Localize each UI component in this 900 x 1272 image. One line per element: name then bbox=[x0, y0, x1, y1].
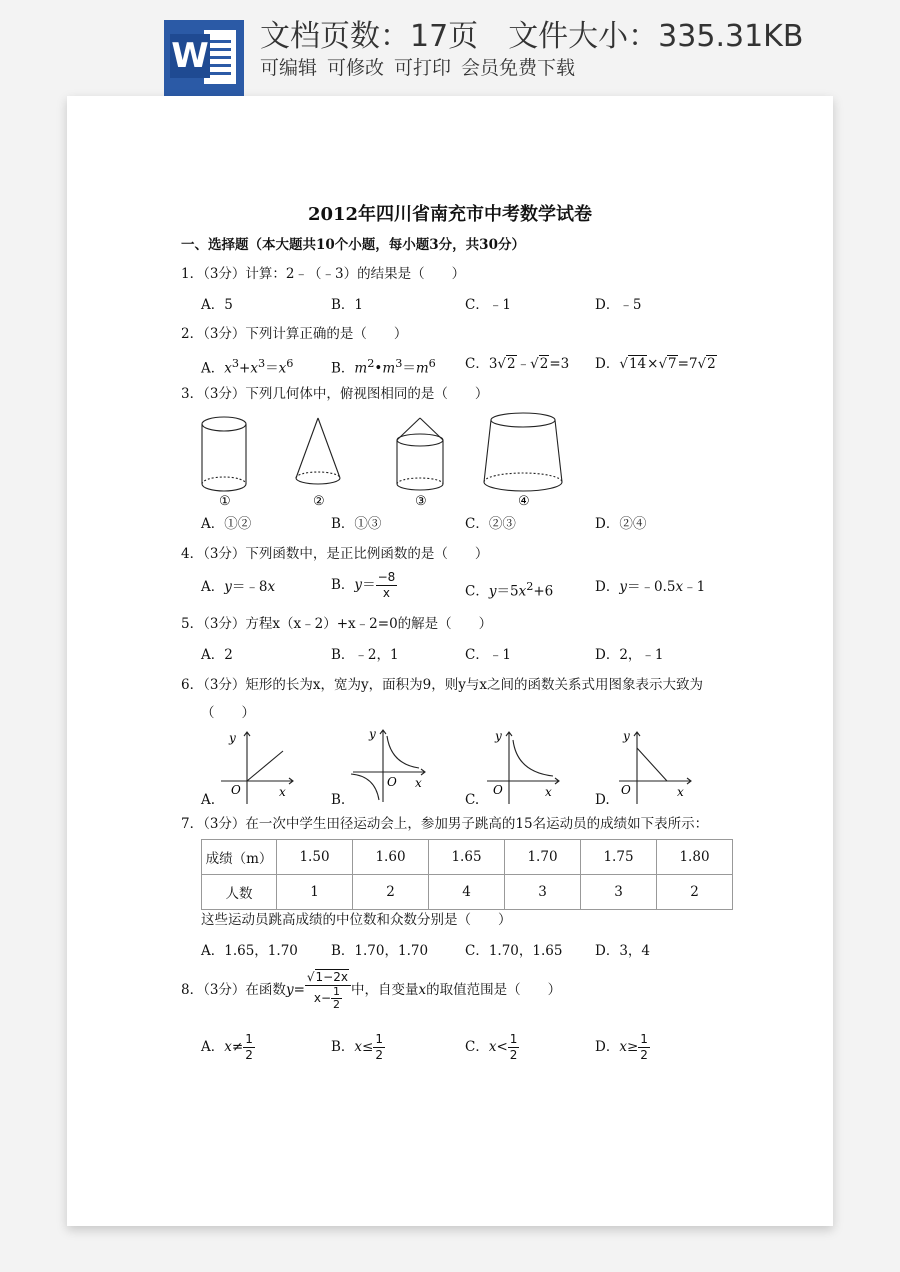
question-7-ask: 这些运动员跳高成绩的中位数和众数分别是（ ） bbox=[201, 912, 512, 928]
q6-option-b: B. bbox=[331, 792, 346, 808]
q6-graph-b bbox=[349, 724, 429, 804]
table-cell: 1.65 bbox=[429, 840, 505, 875]
q6-option-d: D. bbox=[595, 792, 610, 808]
q5-option-c: C．﹣1 bbox=[465, 647, 511, 663]
origin-label: O bbox=[493, 783, 503, 797]
table-cell: 2 bbox=[657, 875, 733, 910]
origin-label: O bbox=[387, 775, 397, 789]
q5-option-b: B．﹣2，1 bbox=[331, 647, 399, 663]
table-cell: 1.60 bbox=[353, 840, 429, 875]
q6-graph-a bbox=[217, 726, 297, 806]
question-4: 4．（3分）下列函数中，是正比例函数的是（ ） bbox=[181, 546, 489, 562]
table-row bbox=[202, 840, 733, 875]
axis-y-label: y bbox=[369, 727, 376, 741]
axis-y-label: y bbox=[229, 731, 236, 745]
q7-option-d: D．3，4 bbox=[595, 943, 651, 959]
q5-option-a: A．2 bbox=[201, 647, 233, 663]
q8-option-c: C．x< $\frac{1}{2}$ bbox=[465, 1032, 518, 1062]
page-count: 文档页数：17页 bbox=[260, 19, 479, 54]
q6-option-a: A. bbox=[201, 792, 216, 808]
figure-label-4: ④ bbox=[518, 494, 530, 509]
feature-item: 可修改 bbox=[327, 57, 385, 79]
q8-stem-start: 8．（3分）在函数 bbox=[181, 982, 286, 998]
origin-label: O bbox=[231, 783, 241, 797]
question-3: 3．（3分）下列几何体中，俯视图相同的是（ ） bbox=[181, 386, 489, 402]
table-cell: 1.80 bbox=[657, 840, 733, 875]
figure-label-3: ③ bbox=[415, 494, 427, 509]
q8-stem-end: 的取值范围是（ ） bbox=[426, 982, 562, 998]
q1-option-d: D．﹣5 bbox=[595, 297, 642, 313]
question-2: 2．（3分）下列计算正确的是（ ） bbox=[181, 326, 408, 342]
question-8: 8．（3分）在函数y= √1−2x x− $\frac{1}{2}$ 中，自变量x的取值范围是（ ） bbox=[181, 970, 562, 1011]
axis-x-label: x bbox=[279, 785, 286, 799]
feature-item: 可编辑 bbox=[260, 57, 318, 79]
q3-option-d: D．②④ bbox=[595, 516, 647, 532]
cylinder-figure bbox=[202, 417, 246, 491]
q3-solid-figures bbox=[192, 410, 572, 514]
q8-option-d: D．x≥ $\frac{1}{2}$ bbox=[595, 1032, 648, 1062]
word-letter: W bbox=[171, 36, 209, 76]
axis-x-label: x bbox=[677, 785, 684, 799]
q1-option-b: B．1 bbox=[331, 297, 364, 313]
q4-option-d: D．y＝﹣0.5x﹣1 bbox=[595, 579, 706, 595]
document-title: 2012年四川省南充市中考数学试卷 bbox=[307, 204, 593, 225]
q2-option-d: D．√14×√7=7√2 bbox=[595, 356, 716, 372]
question-6: 6．（3分）矩形的长为x，宽为y，面积为9，则y与x之间的函数关系式用图象表示大致为 bbox=[181, 677, 703, 693]
cone-figure bbox=[296, 418, 340, 484]
question-5: 5．（3分）方程x（x﹣2）+x﹣2=0的解是（ ） bbox=[181, 616, 493, 632]
table-cell: 1.75 bbox=[581, 840, 657, 875]
table-cell: 1 bbox=[277, 875, 353, 910]
q1-option-a: A．5 bbox=[201, 297, 233, 313]
q4-option-c: C．$y=5x^2+6$ bbox=[465, 580, 554, 600]
q3-option-a: A．①② bbox=[201, 516, 252, 532]
cone-on-cylinder-figure bbox=[397, 418, 443, 490]
figure-label-2: ② bbox=[313, 494, 325, 509]
q7-option-c: C．1.70，1.65 bbox=[465, 943, 563, 959]
table-row bbox=[202, 875, 733, 910]
q2-option-c: C．3√2﹣√2=3 bbox=[465, 356, 570, 372]
document-page bbox=[67, 96, 833, 1226]
q1-option-c: C．﹣1 bbox=[465, 297, 511, 313]
table-cell: 3 bbox=[505, 875, 581, 910]
section-heading: 一、选择题（本大题共10个小题，每小题3分，共30分） bbox=[181, 237, 525, 253]
axis-y-label: y bbox=[623, 729, 630, 743]
table-cell: 3 bbox=[581, 875, 657, 910]
table-cell: 1.70 bbox=[505, 840, 581, 875]
table-cell: 1.50 bbox=[277, 840, 353, 875]
feature-list bbox=[260, 55, 575, 81]
table-cell: 2 bbox=[353, 875, 429, 910]
q6-graph-c bbox=[483, 726, 563, 806]
figure-label-1: ① bbox=[219, 494, 231, 509]
q4-option-a: A．y＝﹣8x bbox=[201, 579, 276, 595]
q2-option-a: A．$x^3+x^3=x^6$ bbox=[201, 357, 294, 377]
q5-option-d: D．2，﹣1 bbox=[595, 647, 664, 663]
feature-item: 会员免费下载 bbox=[461, 57, 576, 79]
table-header-cell: 成绩（m） bbox=[202, 840, 277, 875]
frustum-figure bbox=[484, 413, 562, 491]
q7-option-a: A．1.65，1.70 bbox=[201, 943, 298, 959]
score-table bbox=[201, 839, 733, 910]
q3-option-b: B．①③ bbox=[331, 516, 382, 532]
feature-item: 可打印 bbox=[394, 57, 452, 79]
question-7: 7．（3分）在一次中学生田径运动会上，参加男子跳高的15名运动员的成绩如下表所示： bbox=[181, 816, 709, 832]
word-document-icon bbox=[164, 20, 244, 96]
q4-option-b: B．y＝ $\frac{-8}{x}$ bbox=[331, 570, 396, 600]
axis-y-label: y bbox=[495, 729, 502, 743]
q8-option-a: A．x≠ $\frac{1}{2}$ bbox=[201, 1032, 253, 1062]
question-6-bracket: （ ） bbox=[201, 705, 255, 721]
q6-option-c: C. bbox=[465, 792, 480, 808]
download-banner bbox=[0, 0, 900, 96]
q6-graph-d bbox=[615, 726, 695, 806]
origin-label: O bbox=[621, 783, 631, 797]
file-size: 文件大小：335.31KB bbox=[508, 19, 804, 54]
q7-option-b: B．1.70，1.70 bbox=[331, 943, 429, 959]
table-header-cell: 人数 bbox=[202, 875, 277, 910]
question-1: 1．（3分）计算：2﹣（﹣3）的结果是（ ） bbox=[181, 266, 466, 282]
q8-option-b: B．x≤ $\frac{1}{2}$ bbox=[331, 1032, 383, 1062]
axis-x-label: x bbox=[415, 776, 422, 790]
q2-option-b: B．$m^2•m^3=m^6$ bbox=[331, 357, 436, 377]
table-cell: 4 bbox=[429, 875, 505, 910]
file-info bbox=[260, 18, 803, 56]
q8-stem-mid: 中，自变量 bbox=[350, 982, 419, 998]
axis-x-label: x bbox=[545, 785, 552, 799]
q3-option-c: C．②③ bbox=[465, 516, 516, 532]
